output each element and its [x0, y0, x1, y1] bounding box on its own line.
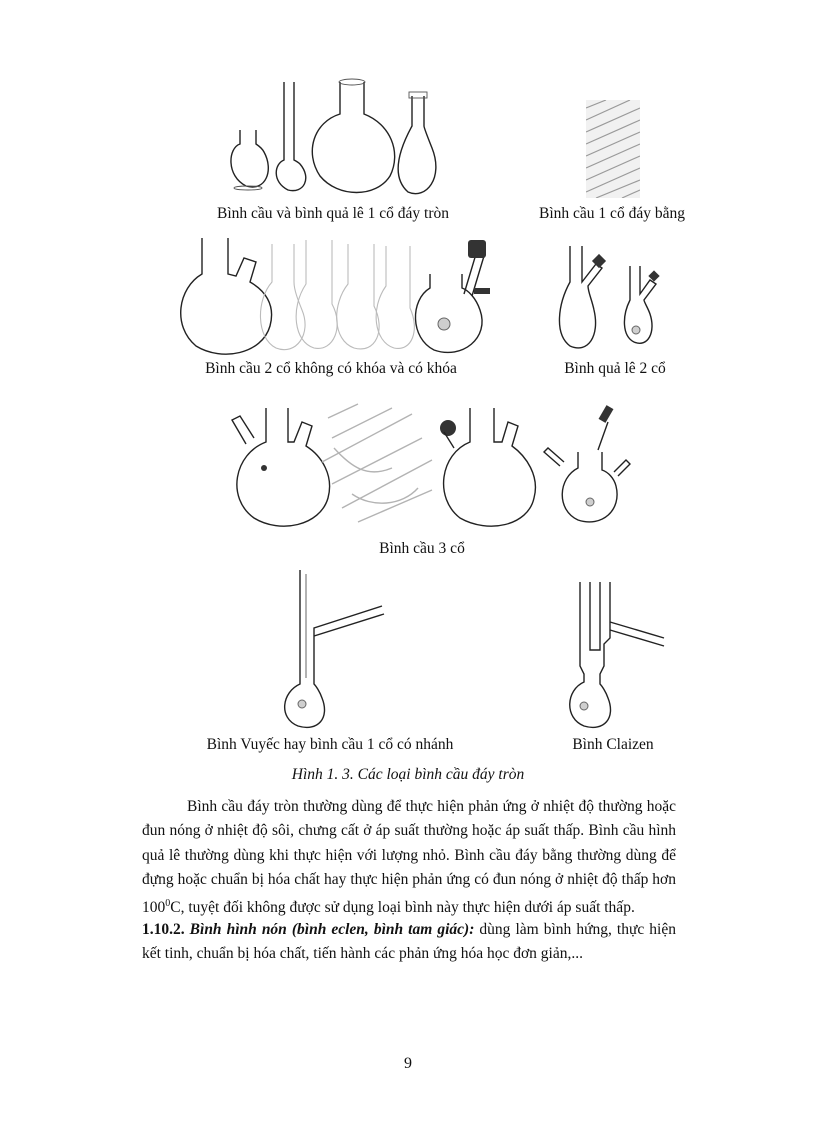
paragraph-text-end: , tuyệt đối không được sử dụng loại bình này thực hiện dưới áp suất thấp.	[180, 899, 635, 917]
temperature-value: 100	[142, 899, 166, 917]
caption-round-and-pear-flasks: Bình cầu và bình quả lê 1 cổ đáy tròn	[216, 205, 449, 222]
section-number: 1.10.2.	[142, 921, 185, 938]
caption-wurtz-flask: Bình Vuyếc hay bình cầu 1 cổ có nhánh	[206, 736, 454, 753]
temperature-unit: C	[170, 899, 181, 917]
caption-three-neck-flasks: Bình cầu 3 cổ	[379, 540, 465, 557]
figure-two-neck-flasks	[172, 234, 502, 358]
figure-round-and-pear-flasks	[222, 78, 444, 200]
figure-three-neck-flasks	[222, 398, 642, 536]
page-number: 9	[404, 1055, 412, 1072]
caption-two-neck-flasks: Bình cầu 2 cổ không có khóa và có khóa	[205, 360, 457, 377]
figure-claisen-flask	[560, 578, 670, 732]
caption-claisen-flask: Bình Claizen	[572, 736, 654, 753]
caption-flat-bottom-flask: Bình cầu 1 cổ đáy bằng	[539, 205, 685, 222]
body-paragraph	[142, 795, 676, 921]
figure-wurtz-flask	[272, 566, 392, 732]
section-text: dùng làm bình hứng, thực hiện kết tinh, chuẩn bị hóa chất, tiến hành các phản ứng hóa học đơn giản,...	[142, 921, 676, 963]
figure-two-neck-pear-flasks	[552, 238, 672, 354]
section-title: Bình hình nón (bình eclen, bình tam giác):	[189, 921, 475, 938]
caption-two-neck-pear-flasks: Bình quả lê 2 cổ	[564, 360, 666, 377]
temperature-degree: 0	[165, 898, 171, 910]
figure-flat-bottom-flask	[586, 100, 640, 198]
paragraph-text: Bình cầu đáy tròn thường dùng để thực hiện phản ứng ở nhiệt độ thường hoặc đun nóng ở nhiệt độ sôi, chưng cất ở áp suất thường hoặc áp suất thấp. Bình cầu hình quả lê thường dùng khi thực hiện với lượng nhỏ. Bình cầu đáy bằng thường dùng để đựng hoặc chuẩn bị hóa chất hay thực hiện phản ứng có đun nóng ở nhiệt độ thấp hơn	[142, 798, 676, 888]
section-paragraph	[142, 918, 676, 967]
figure-title: Hình 1. 3. Các loại bình cầu đáy tròn	[291, 766, 525, 783]
